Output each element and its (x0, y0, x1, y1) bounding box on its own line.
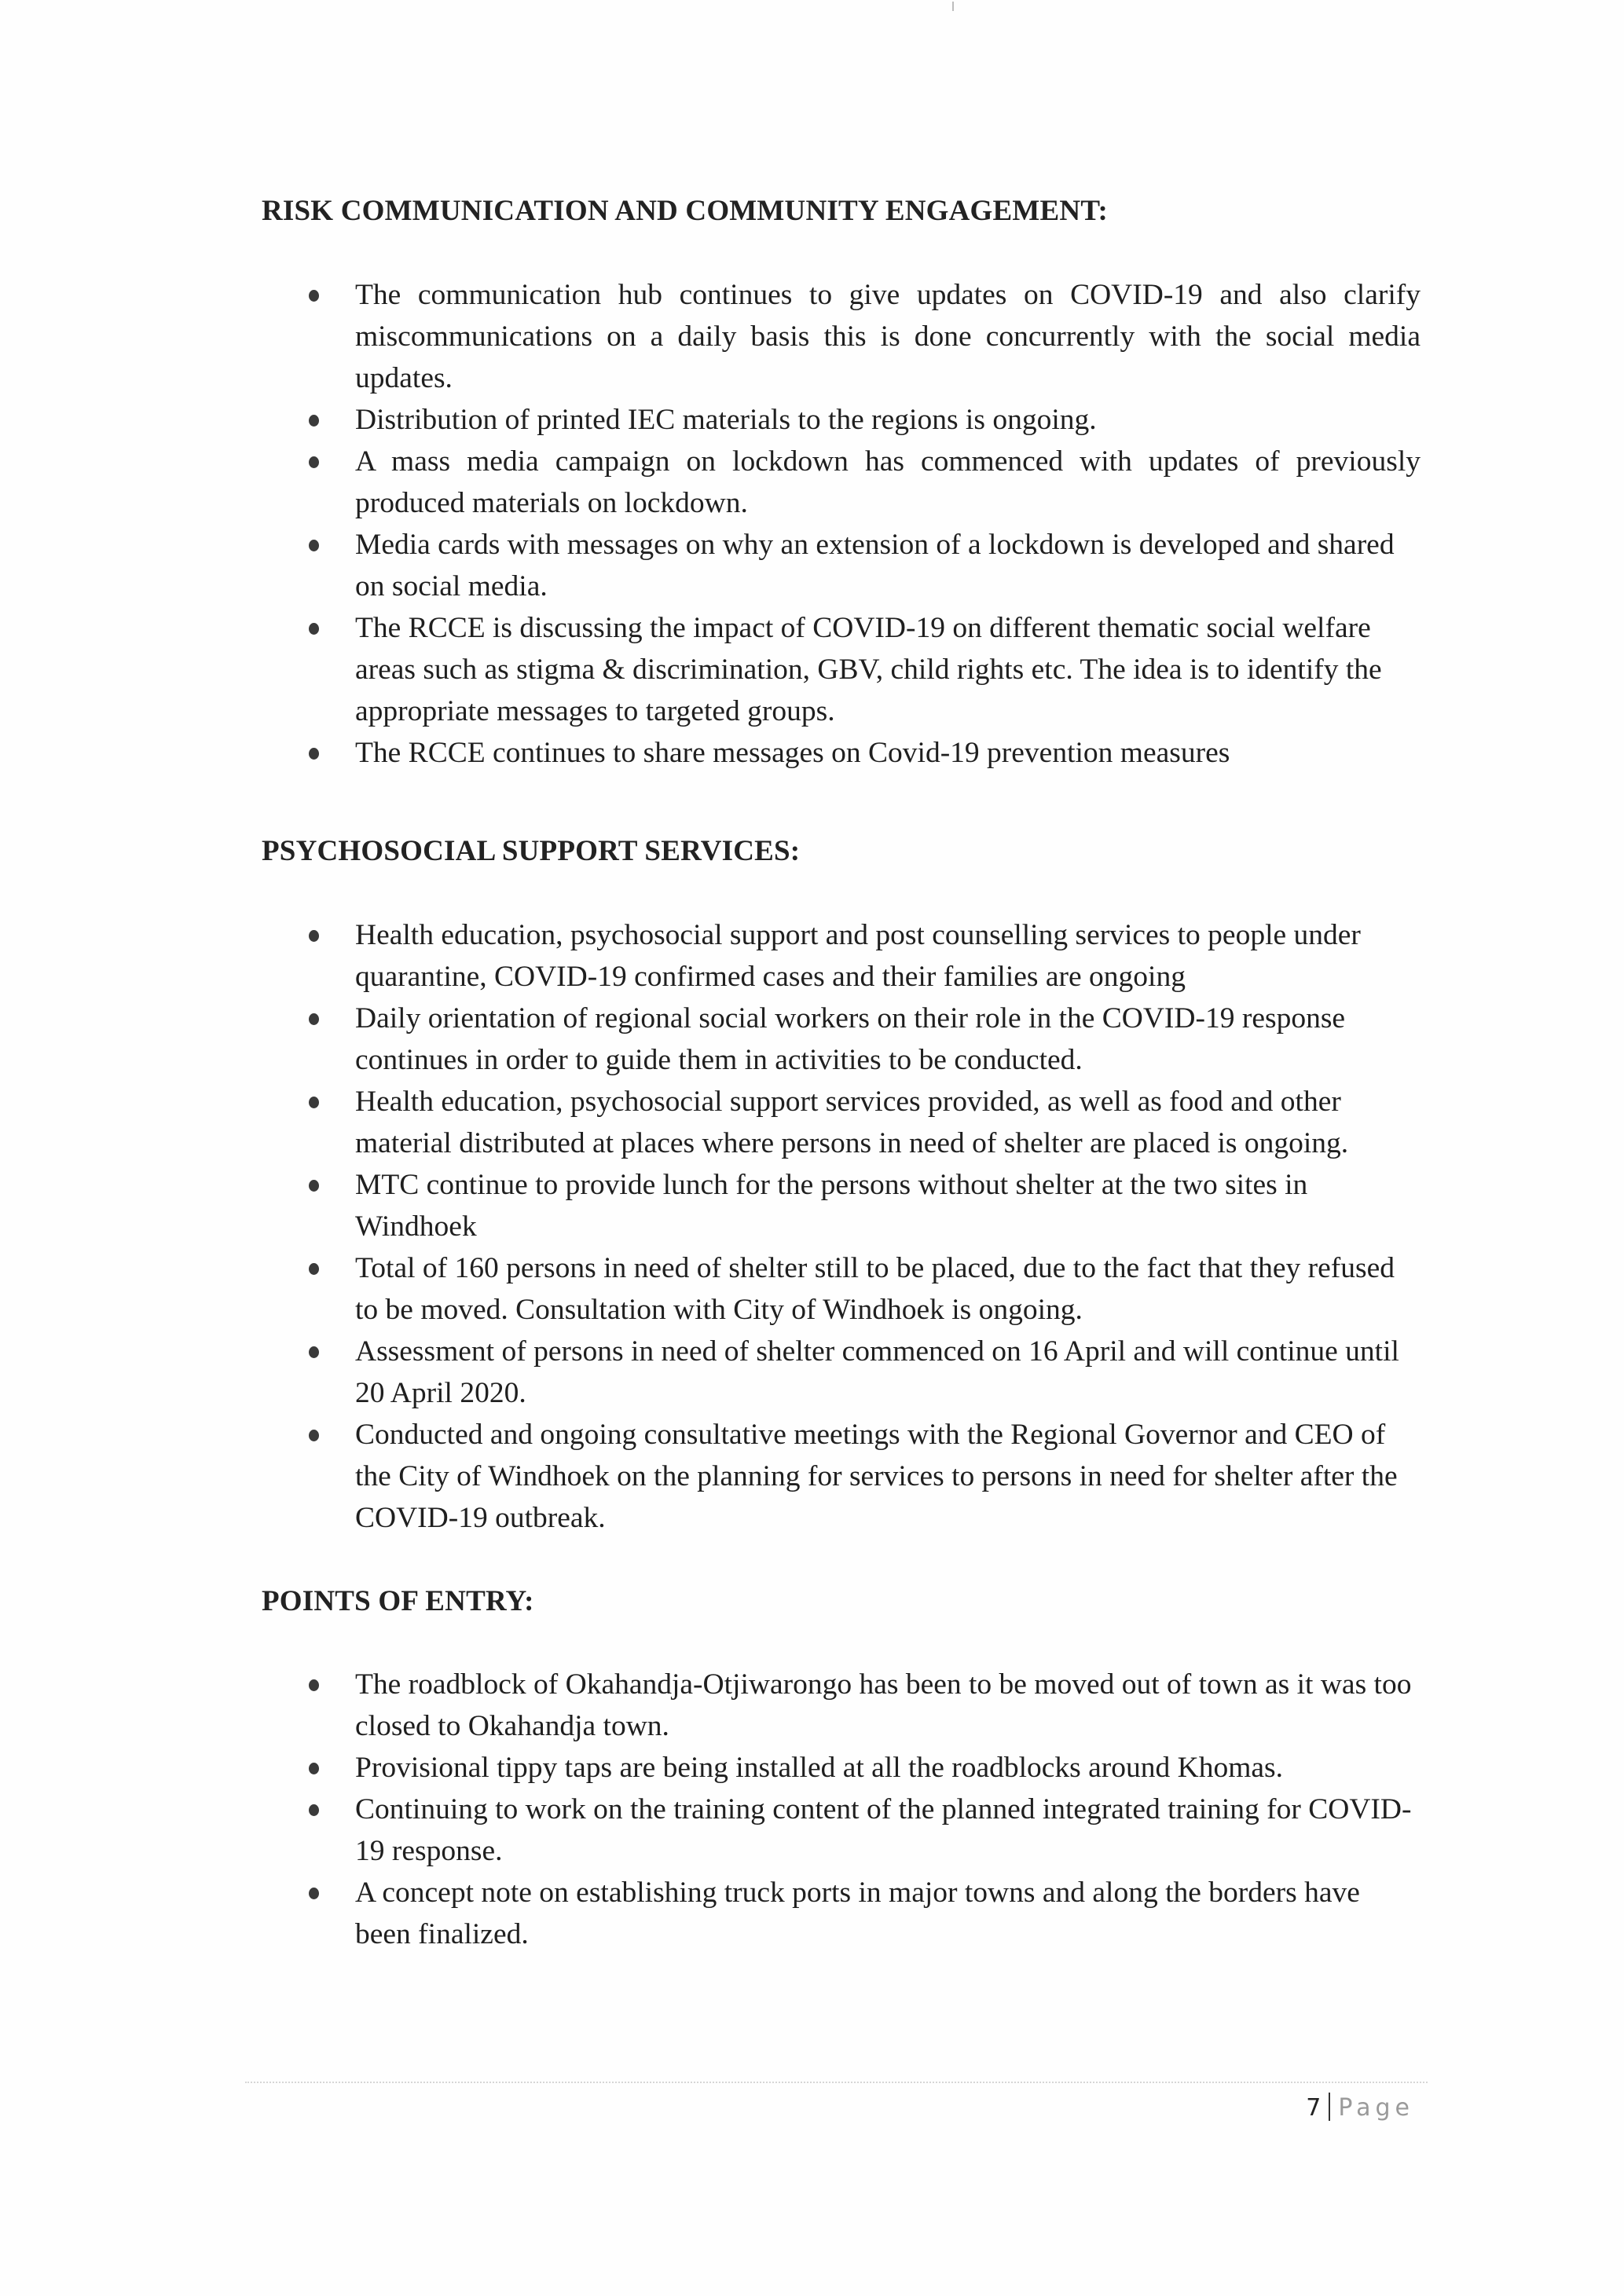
bullet-icon (309, 930, 319, 942)
list-item-text: The roadblock of Okahandja-Otjiwarongo has been to be moved out of town as it was too closed to Okahandja town. (355, 1668, 1412, 1742)
bullet-icon (309, 1430, 319, 1441)
bullet-icon (309, 1013, 319, 1025)
list-item-text: A concept note on establishing truck ports in major towns and along the borders have been finalized. (355, 1877, 1360, 1950)
list-item (262, 914, 1421, 998)
list-item-text: Conducted and ongoing consultative meetings with the Regional Governor and CEO of the City of Windhoek on the planning for services to persons in need for shelter after the COVID-19 outbreak. (355, 1419, 1398, 1534)
list-item-text: The RCCE continues to share messages on Covid-19 prevention measures (355, 737, 1230, 769)
list-item-text: Distribution of printed IEC materials to the regions is ongoing. (355, 404, 1097, 436)
bullet-icon (309, 290, 319, 302)
list-item (262, 399, 1421, 441)
list-item-text: MTC continue to provide lunch for the persons without shelter at the two sites in Windhoek (355, 1169, 1308, 1243)
list-item-text: Provisional tippy taps are being installed at all the roadblocks around Khomas. (355, 1752, 1283, 1784)
bullet-icon (309, 748, 319, 760)
bullet-icon (309, 1180, 319, 1192)
section-psychosocial-support (262, 834, 1421, 1539)
list-item (262, 1247, 1421, 1331)
bullet-icon (309, 540, 319, 551)
bullet-icon (309, 1263, 319, 1275)
list-item (262, 1664, 1421, 1747)
list-item-text: Daily orientation of regional social workers on their role in the COVID-19 response continues in order to guide them in activities to be conducted. (355, 1002, 1346, 1076)
list-item (262, 732, 1421, 774)
list-item-text: Health education, psychosocial support services provided, as well as food and other material distributed at places where persons in need of shelter are placed is ongoing. (355, 1086, 1349, 1159)
bullet-icon (309, 1763, 319, 1774)
bullet-icon (309, 623, 319, 635)
bullet-icon (309, 415, 319, 427)
list-item-text: Assessment of persons in need of shelter commenced on 16 April and will continue until 20 April 2020. (355, 1335, 1399, 1409)
list-item (262, 1331, 1421, 1414)
section-risk-communication (262, 194, 1421, 774)
list-item (262, 607, 1421, 732)
bullet-icon (309, 1888, 319, 1899)
section-heading: PSYCHOSOCIAL SUPPORT SERVICES: (262, 835, 801, 867)
list-item (262, 524, 1421, 607)
page-label: Page (1338, 2094, 1414, 2122)
bullet-icon (309, 1679, 319, 1691)
bullet-icon (309, 1097, 319, 1108)
list-item (262, 998, 1421, 1081)
list-item-text: A mass media campaign on lockdown has commenced with updates of previously produced materials on lockdown. (355, 445, 1421, 519)
list-item-text: Health education, psychosocial support and post counselling services to people under quarantine, COVID-19 confirmed cases and their families are ongoing (355, 919, 1361, 993)
list-item (262, 1414, 1421, 1539)
list-item (262, 274, 1421, 399)
list-item (262, 1081, 1421, 1164)
section-heading: RISK COMMUNICATION AND COMMUNITY ENGAGEMENT: (262, 195, 1108, 227)
bullet-list (262, 914, 1421, 1539)
bullet-icon (309, 1804, 319, 1816)
list-item-text: Media cards with messages on why an extension of a lockdown is developed and shared on social media. (355, 529, 1395, 602)
footer-divider (245, 2082, 1428, 2083)
list-item (262, 1747, 1421, 1789)
bullet-list (262, 1664, 1421, 1955)
list-item-text: Total of 160 persons in need of shelter still to be placed, due to the fact that they refused to be moved. Consultation with City of Windhoek is ongoing. (355, 1252, 1395, 1326)
section-points-of-entry (262, 1584, 1421, 1955)
list-item-text: The communication hub continues to give updates on COVID-19 and also clarify miscommunications on a daily basis this is done concurrently with the social media updates. (355, 279, 1421, 394)
bullet-list (262, 274, 1421, 774)
section-heading: POINTS OF ENTRY: (262, 1585, 534, 1617)
bullet-icon (309, 1346, 319, 1358)
list-item (262, 1789, 1421, 1872)
list-item-text: Continuing to work on the training content of the planned integrated training for COVID-19 response. (355, 1793, 1412, 1867)
bullet-icon (309, 456, 319, 468)
list-item (262, 1164, 1421, 1247)
list-item (262, 441, 1421, 524)
list-item-text: The RCCE is discussing the impact of COVID-19 on different thematic social welfare areas such as stigma & discrimination, GBV, child rights etc. The idea is to identify the appropriate messages to targeted groups. (355, 612, 1382, 727)
list-item (262, 1872, 1421, 1955)
footer-separator (1329, 2093, 1330, 2121)
page-footer (1289, 2093, 1414, 2124)
scan-artifact (952, 2, 954, 11)
page-number: 7 (1306, 2094, 1322, 2122)
